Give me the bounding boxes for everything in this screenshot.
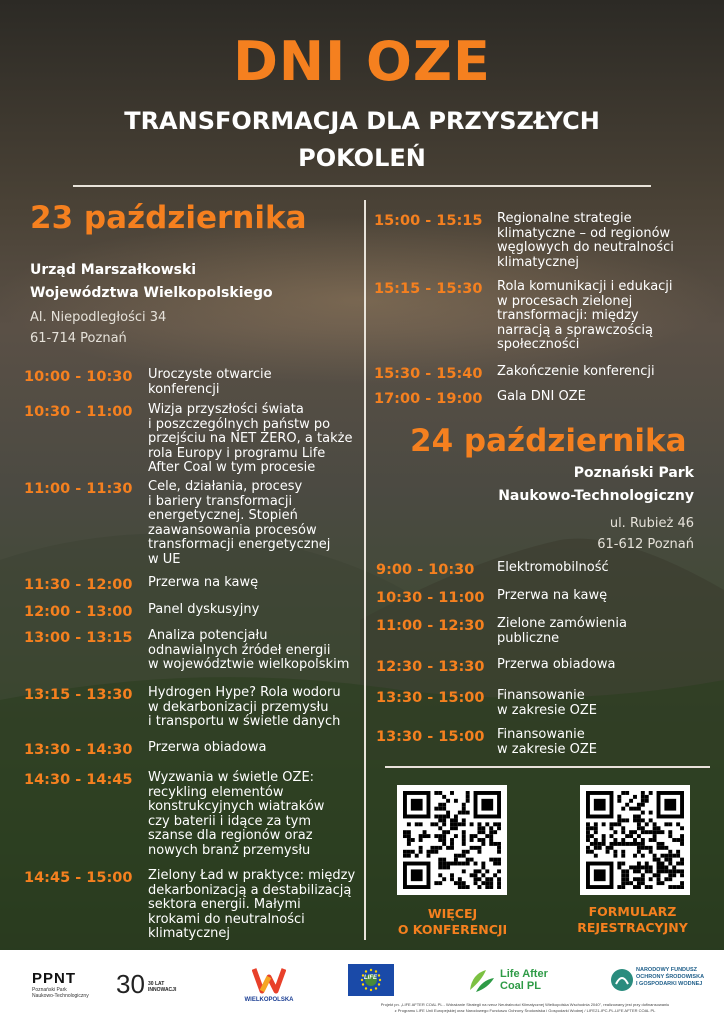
schedule-time: 11:30 - 12:00 [24, 577, 133, 593]
schedule-description: Hydrogen Hype? Rola wodoru w dekarbonizacji przemysłu i transportu w świetle danych [148, 685, 341, 729]
schedule-description: Zielone zamówienia publiczne [497, 616, 627, 646]
nfos-line-1: NARODOWY FUNDUSZ [636, 967, 698, 973]
qr-label-registration-line-2: REJESTRACYJNY [577, 920, 688, 935]
schedule-description: Uroczyste otwarcie konferencji [148, 367, 272, 397]
schedule-time: 15:15 - 15:30 [374, 281, 483, 297]
day2-venue-line-1: Poznański Park [573, 465, 694, 481]
schedule-time: 15:00 - 15:15 [374, 213, 483, 229]
day1-venue-line-1: Urząd Marszałkowski [30, 262, 197, 278]
schedule-time: 13:15 - 13:30 [24, 687, 133, 703]
lac-line-1: Life After [500, 968, 548, 980]
schedule-description: Gala DNI OZE [497, 389, 586, 404]
schedule-time: 13:30 - 15:00 [376, 690, 485, 706]
nfos-line-2: OCHRONY ŚRODOWISKA [636, 974, 705, 980]
qr-label-conference-line-2: O KONFERENCJI [397, 922, 508, 937]
schedule-time: 14:45 - 15:00 [24, 870, 133, 886]
subtitle-line-2: POKOLEŃ [298, 144, 426, 172]
schedule-description: Wizja przyszłości świata i poszczególnych państw po przejściu na NET ZERO, a także rola Europy i programu Life After Coal w tym procesie [148, 402, 353, 475]
schedule-description: Przerwa obiadowa [148, 740, 267, 755]
day2-address [500, 513, 694, 555]
day2-address-line-1: ul. Rubież 46 [609, 516, 694, 531]
schedule-description: Finansowanie w zakresie OZE [497, 688, 598, 718]
divider-top [73, 185, 651, 187]
divider-vertical [364, 200, 366, 940]
schedule-time: 11:00 - 11:30 [24, 481, 133, 497]
ppnt-mark: PPNT [32, 970, 77, 987]
schedule-description: Cele, działania, procesy i bariery transformacji energetycznej. Stopień zaawansowania procesów transformacji energetycznej w UE [148, 479, 331, 567]
schedule-time: 13:30 - 14:30 [24, 742, 133, 758]
day1-address-line-2: 61-714 Poznań [30, 331, 127, 346]
schedule-time: 15:30 - 15:40 [374, 366, 483, 382]
anniversary-logo [116, 970, 145, 998]
life-after-coal-leaf-icon [466, 966, 496, 994]
qr-label-conference [370, 906, 535, 938]
divider-qr [385, 766, 710, 768]
nfosigw-logo [636, 967, 704, 988]
lac-line-2: Coal PL [500, 980, 541, 992]
poster-subtitle [80, 103, 644, 177]
schedule-description: Zielony Ład w praktyce: między dekarbonizacją a destabilizacją sektora energii. Małymi krokami do neutralności klimatycznej [148, 868, 356, 941]
schedule-description: Wyzwania w świetle OZE: recykling elementów konstrukcyjnych wiatraków czy baterii i idące za tym szanse dla regionów oraz nowych branż przemysłu [148, 770, 325, 858]
day2-venue-line-2: Naukowo-Technologiczny [498, 488, 694, 504]
footnote-line-1: Projekt pn. „LIFE AFTER COAL PL - Wdrażanie Strategii na rzecz Neutralności Klimatycznej Wielkopolska Wschodnia 2040", realizowany jest przy dofinansowaniu [380, 1002, 670, 1007]
anniversary-text [148, 981, 176, 993]
qr-label-registration [550, 904, 715, 936]
ppnt-name-line-1: Poznański Park [32, 987, 67, 993]
schedule-time: 12:30 - 13:30 [376, 659, 485, 675]
schedule-time: 17:00 - 19:00 [374, 391, 483, 407]
nfosigw-emblem-icon [610, 968, 634, 992]
schedule-time: 10:30 - 11:00 [376, 590, 485, 606]
ppnt-logo [32, 970, 89, 999]
schedule-description: Finansowanie w zakresie OZE [497, 727, 598, 757]
day2-venue [440, 462, 694, 508]
qr-icon [403, 791, 501, 889]
schedule-description: Przerwa na kawę [148, 575, 259, 590]
day2-date: 24 października [410, 423, 687, 459]
schedule-description: Rola komunikacji i edukacji w procesach zielonej transformacji: między narracją a sprawczością społeczności [497, 279, 673, 352]
day1-address [30, 307, 166, 349]
nfos-line-3: I GOSPODARKI WODNEJ [636, 981, 703, 987]
schedule-description: Zakończenie konferencji [497, 364, 655, 379]
schedule-time: 13:00 - 13:15 [24, 630, 133, 646]
schedule-description: Przerwa na kawę [497, 588, 608, 603]
schedule-description: Analiza potencjału odnawialnych źródeł energii w województwie wielkopolskim [148, 628, 350, 672]
qr-label-registration-line-1: FORMULARZ [588, 904, 677, 919]
day2-address-line-2: 61-612 Poznań [597, 537, 694, 552]
life-after-coal-logo [500, 968, 548, 992]
schedule-time: 12:00 - 13:00 [24, 604, 133, 620]
day1-address-line-1: Al. Niepodległości 34 [30, 310, 167, 325]
footnote-line-2: z Programu LIFE Unii Europejskiej oraz Narodowego Funduszu Ochrony Środowiska i Gospodarki Wodnej / LIFE21-IPC-PL-LIFE AFTER COAL PL [394, 1008, 656, 1013]
wielkopolska-label: WIELKOPOLSKA [244, 997, 294, 1003]
qr-label-conference-line-1: WIĘCEJ [427, 906, 478, 921]
schedule-time: 10:30 - 11:00 [24, 404, 133, 420]
day1-date: 23 października [30, 200, 307, 236]
anniversary-number: 30 [116, 969, 145, 999]
schedule-description: Elektromobilność [497, 560, 609, 575]
schedule-time: 10:00 - 10:30 [24, 369, 133, 385]
day1-venue-line-2: Województwa Wielkopolskiego [30, 285, 273, 301]
poster-title: DNI OZE [233, 30, 491, 93]
schedule-time: 13:30 - 15:00 [376, 729, 485, 745]
ppnt-name-line-2: Naukowo-Technologiczny [32, 993, 89, 999]
anniversary-text-line-1: 30 LAT [148, 981, 165, 987]
subtitle-line-1: TRANSFORMACJA DLA PRZYSZŁYCH [124, 107, 600, 135]
qr-code-registration[interactable] [580, 785, 690, 895]
wielkopolska-logo-icon [252, 965, 286, 995]
schedule-time: 9:00 - 10:30 [376, 562, 475, 578]
schedule-time: 14:30 - 14:45 [24, 772, 133, 788]
life-label: LIFE [364, 975, 377, 981]
schedule-description: Panel dyskusyjny [148, 602, 260, 617]
schedule-description: Regionalne strategie klimatyczne – od regionów węglowych do neutralności klimatycznej [497, 211, 674, 270]
day1-venue [30, 259, 273, 305]
qr-icon [586, 791, 684, 889]
anniversary-text-line-2: INNOWACJI [148, 987, 177, 993]
schedule-time: 11:00 - 12:30 [376, 618, 485, 634]
sponsor-logo-bar [0, 950, 724, 1024]
schedule-description: Przerwa obiadowa [497, 657, 616, 672]
funding-footnote [330, 1002, 720, 1014]
qr-code-conference[interactable] [397, 785, 507, 895]
